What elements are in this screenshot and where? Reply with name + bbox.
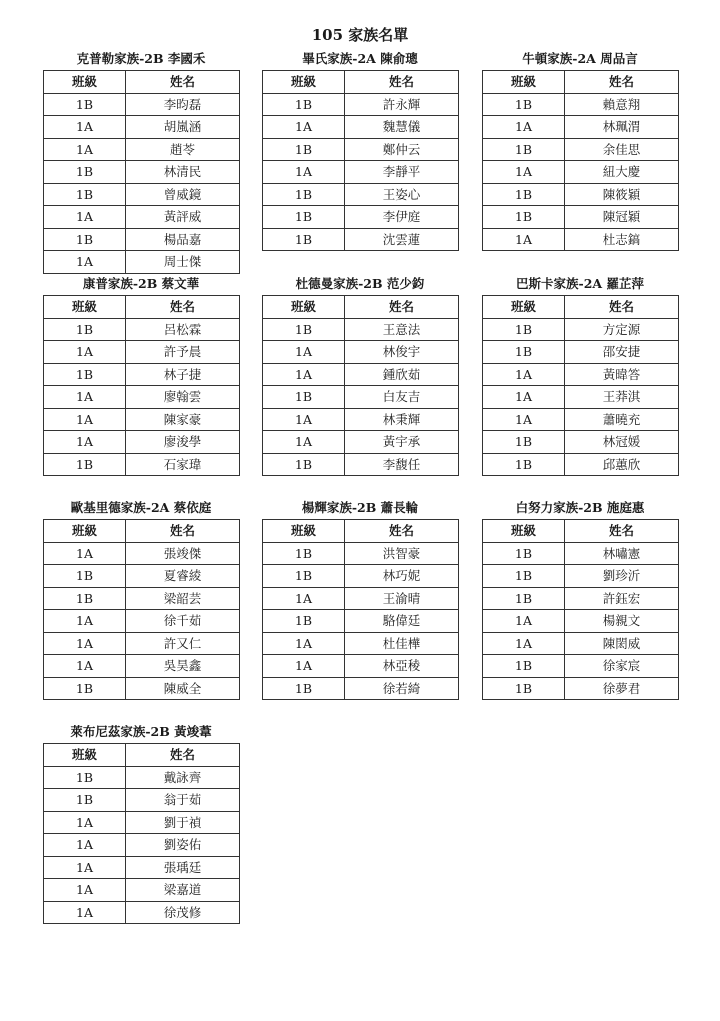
name-column-header: 姓名: [345, 296, 459, 319]
table-row: [263, 341, 459, 364]
name-cell: 劉姿佑: [126, 834, 240, 857]
class-cell: 1B: [483, 565, 565, 588]
name-cell: 林俊宇: [345, 341, 459, 364]
class-cell: 1A: [483, 363, 565, 386]
class-cell: 1A: [44, 431, 126, 454]
name-cell: 李昀磊: [126, 93, 240, 116]
table-row: [44, 811, 240, 834]
name-cell: 陳筱穎: [565, 183, 679, 206]
class-cell: 1B: [44, 318, 126, 341]
family-title: 杜德曼家族-2B 范少鈞: [295, 276, 425, 291]
table-row: [483, 206, 679, 229]
table-row: [44, 677, 240, 700]
name-cell: 李靜平: [345, 161, 459, 184]
table-row: [44, 363, 240, 386]
class-cell: 1A: [483, 386, 565, 409]
roster-table: [262, 519, 459, 700]
name-cell: 戴詠齊: [126, 766, 240, 789]
table-row: [263, 655, 459, 678]
family-title: 萊布尼茲家族-2B 黃竣葦: [70, 724, 212, 739]
name-cell: 張瑀廷: [126, 856, 240, 879]
class-cell: 1B: [44, 677, 126, 700]
name-cell: 王意法: [345, 318, 459, 341]
class-cell: 1B: [44, 565, 126, 588]
table-row: [263, 386, 459, 409]
name-cell: 黃評威: [126, 206, 240, 229]
roster-table: [482, 519, 679, 700]
roster-table: [43, 70, 240, 274]
name-cell: 許永輝: [345, 93, 459, 116]
class-cell: 1A: [44, 138, 126, 161]
name-cell: 陳冠穎: [565, 206, 679, 229]
class-cell: 1A: [44, 341, 126, 364]
table-row: [483, 138, 679, 161]
class-cell: 1B: [44, 183, 126, 206]
table-row: [263, 228, 459, 251]
table-row: [263, 138, 459, 161]
class-cell: 1B: [44, 453, 126, 476]
table-row: [263, 587, 459, 610]
name-cell: 趙苓: [126, 138, 240, 161]
class-cell: 1A: [263, 363, 345, 386]
class-column-header: 班級: [483, 520, 565, 543]
class-cell: 1A: [263, 408, 345, 431]
class-cell: 1A: [263, 116, 345, 139]
class-cell: 1A: [263, 431, 345, 454]
class-cell: 1B: [263, 386, 345, 409]
roster-table: [482, 295, 679, 476]
table-row: [44, 901, 240, 924]
name-cell: 梁韶芸: [126, 587, 240, 610]
table-row: [483, 161, 679, 184]
class-column-header: 班級: [44, 744, 126, 767]
header-row: [263, 520, 459, 543]
class-cell: 1A: [44, 251, 126, 274]
header-row: [483, 520, 679, 543]
family-table-8: [482, 497, 678, 700]
class-cell: 1A: [44, 655, 126, 678]
family-table-0: [43, 48, 239, 274]
name-cell: 王渝晴: [345, 587, 459, 610]
class-cell: 1A: [44, 116, 126, 139]
name-cell: 林珮渭: [565, 116, 679, 139]
table-row: [44, 93, 240, 116]
table-row: [483, 341, 679, 364]
table-row: [263, 183, 459, 206]
table-row: [44, 789, 240, 812]
table-row: [44, 632, 240, 655]
header-row: [483, 71, 679, 94]
class-cell: 1A: [263, 161, 345, 184]
name-cell: 林亞稜: [345, 655, 459, 678]
roster-table: [262, 295, 459, 476]
name-cell: 徐若綺: [345, 677, 459, 700]
table-row: [483, 632, 679, 655]
name-cell: 楊品嘉: [126, 228, 240, 251]
header-row: [263, 71, 459, 94]
name-cell: 魏慧儀: [345, 116, 459, 139]
table-row: [44, 856, 240, 879]
class-cell: 1B: [263, 542, 345, 565]
name-cell: 徐茂修: [126, 901, 240, 924]
name-column-header: 姓名: [126, 520, 240, 543]
name-column-header: 姓名: [126, 744, 240, 767]
class-cell: 1B: [263, 453, 345, 476]
class-cell: 1A: [44, 901, 126, 924]
class-cell: 1B: [483, 542, 565, 565]
name-cell: 邱蕙欣: [565, 453, 679, 476]
name-cell: 呂松霖: [126, 318, 240, 341]
class-cell: 1B: [483, 587, 565, 610]
class-cell: 1A: [44, 632, 126, 655]
name-cell: 廖翰雲: [126, 386, 240, 409]
class-cell: 1A: [263, 587, 345, 610]
table-row: [483, 565, 679, 588]
class-cell: 1B: [483, 318, 565, 341]
table-row: [44, 587, 240, 610]
family-title: 白努力家族-2B 施庭惠: [515, 500, 645, 515]
class-cell: 1A: [263, 341, 345, 364]
class-cell: 1A: [44, 386, 126, 409]
table-row: [44, 879, 240, 902]
roster-table: [43, 743, 240, 924]
table-row: [483, 228, 679, 251]
name-cell: 林清民: [126, 161, 240, 184]
class-column-header: 班級: [44, 296, 126, 319]
header-row: [44, 520, 240, 543]
family-table-1: [262, 48, 458, 251]
class-column-header: 班級: [44, 520, 126, 543]
name-column-header: 姓名: [565, 520, 679, 543]
class-cell: 1A: [483, 408, 565, 431]
name-cell: 杜佳樺: [345, 632, 459, 655]
name-cell: 黃宇承: [345, 431, 459, 454]
header-row: [483, 296, 679, 319]
table-row: [263, 431, 459, 454]
class-cell: 1B: [483, 677, 565, 700]
family-title: 牛頓家族-2A 周品言: [522, 51, 638, 66]
name-cell: 吳昊鑫: [126, 655, 240, 678]
class-column-header: 班級: [483, 296, 565, 319]
class-cell: 1A: [44, 834, 126, 857]
family-table-4: [262, 273, 458, 476]
table-row: [263, 318, 459, 341]
table-row: [44, 228, 240, 251]
roster-table: [262, 70, 459, 251]
table-row: [44, 834, 240, 857]
table-row: [483, 453, 679, 476]
header-row: [44, 71, 240, 94]
family-table-2: [482, 48, 678, 251]
class-cell: 1A: [44, 542, 126, 565]
family-table-9: [43, 721, 239, 924]
name-cell: 余佳思: [565, 138, 679, 161]
table-row: [44, 453, 240, 476]
table-row: [44, 341, 240, 364]
roster-table: [482, 70, 679, 251]
family-title: 克普勒家族-2B 李國禾: [76, 51, 206, 66]
header-row: [44, 296, 240, 319]
class-cell: 1A: [483, 632, 565, 655]
table-row: [483, 93, 679, 116]
name-column-header: 姓名: [126, 296, 240, 319]
name-cell: 沈雲蓮: [345, 228, 459, 251]
class-cell: 1B: [483, 183, 565, 206]
class-cell: 1B: [483, 453, 565, 476]
name-cell: 廖浚學: [126, 431, 240, 454]
roster-table: [43, 295, 240, 476]
class-cell: 1B: [483, 431, 565, 454]
name-cell: 曾威鏡: [126, 183, 240, 206]
name-cell: 張竣傑: [126, 542, 240, 565]
class-cell: 1B: [44, 789, 126, 812]
class-cell: 1B: [44, 766, 126, 789]
class-column-header: 班級: [263, 520, 345, 543]
name-cell: 梁嘉道: [126, 879, 240, 902]
class-cell: 1B: [44, 228, 126, 251]
class-cell: 1A: [44, 408, 126, 431]
class-cell: 1B: [263, 677, 345, 700]
name-cell: 蕭曉充: [565, 408, 679, 431]
table-row: [44, 251, 240, 274]
name-cell: 徐千茹: [126, 610, 240, 633]
table-row: [483, 408, 679, 431]
table-row: [44, 565, 240, 588]
table-row: [44, 408, 240, 431]
name-cell: 劉珍沂: [565, 565, 679, 588]
table-row: [483, 363, 679, 386]
table-row: [483, 386, 679, 409]
class-cell: 1B: [44, 587, 126, 610]
name-cell: 夏睿綾: [126, 565, 240, 588]
name-cell: 林冠媛: [565, 431, 679, 454]
table-row: [483, 542, 679, 565]
table-row: [263, 116, 459, 139]
page-title: 105 家族名單: [311, 26, 409, 44]
class-cell: 1B: [263, 228, 345, 251]
name-cell: 陳閎威: [565, 632, 679, 655]
name-cell: 徐夢君: [565, 677, 679, 700]
class-cell: 1A: [44, 856, 126, 879]
name-cell: 林子捷: [126, 363, 240, 386]
class-cell: 1B: [44, 161, 126, 184]
table-row: [44, 766, 240, 789]
class-cell: 1A: [44, 811, 126, 834]
class-cell: 1A: [483, 610, 565, 633]
family-table-5: [482, 273, 678, 476]
class-column-header: 班級: [44, 71, 126, 94]
name-column-header: 姓名: [345, 520, 459, 543]
table-row: [483, 116, 679, 139]
table-row: [263, 542, 459, 565]
class-cell: 1A: [44, 610, 126, 633]
table-row: [44, 116, 240, 139]
table-row: [44, 206, 240, 229]
table-row: [44, 183, 240, 206]
class-cell: 1B: [263, 138, 345, 161]
family-title: 畢氏家族-2A 陳俞璁: [302, 51, 418, 66]
name-cell: 徐家宸: [565, 655, 679, 678]
table-row: [483, 677, 679, 700]
name-cell: 石家瑋: [126, 453, 240, 476]
table-row: [263, 610, 459, 633]
class-cell: 1A: [263, 655, 345, 678]
name-cell: 楊親文: [565, 610, 679, 633]
name-cell: 劉于禎: [126, 811, 240, 834]
table-row: [263, 206, 459, 229]
name-cell: 邵安捷: [565, 341, 679, 364]
name-column-header: 姓名: [565, 71, 679, 94]
name-cell: 李伊庭: [345, 206, 459, 229]
table-row: [44, 431, 240, 454]
name-cell: 白友吉: [345, 386, 459, 409]
table-row: [263, 363, 459, 386]
table-row: [483, 183, 679, 206]
roster-table: [43, 519, 240, 700]
header-row: [263, 296, 459, 319]
table-row: [44, 386, 240, 409]
name-cell: 陳家豪: [126, 408, 240, 431]
name-cell: 林巧妮: [345, 565, 459, 588]
name-cell: 黃暐答: [565, 363, 679, 386]
name-cell: 鍾欣茹: [345, 363, 459, 386]
name-column-header: 姓名: [126, 71, 240, 94]
name-cell: 賴意翔: [565, 93, 679, 116]
name-cell: 林秉輝: [345, 408, 459, 431]
class-cell: 1A: [483, 161, 565, 184]
class-cell: 1A: [483, 228, 565, 251]
name-cell: 林嘯憲: [565, 542, 679, 565]
class-cell: 1B: [263, 93, 345, 116]
class-cell: 1B: [44, 363, 126, 386]
class-cell: 1B: [483, 138, 565, 161]
table-row: [263, 161, 459, 184]
name-cell: 杜志鎬: [565, 228, 679, 251]
class-cell: 1B: [263, 318, 345, 341]
name-cell: 紐大慶: [565, 161, 679, 184]
class-cell: 1A: [44, 206, 126, 229]
name-cell: 王莽淇: [565, 386, 679, 409]
name-cell: 駱偉廷: [345, 610, 459, 633]
class-cell: 1B: [263, 610, 345, 633]
table-row: [263, 632, 459, 655]
table-row: [263, 408, 459, 431]
table-row: [483, 655, 679, 678]
table-row: [44, 655, 240, 678]
family-title: 康普家族-2B 蔡文華: [82, 276, 200, 291]
table-row: [44, 161, 240, 184]
class-cell: 1B: [263, 183, 345, 206]
table-row: [483, 431, 679, 454]
class-cell: 1B: [44, 93, 126, 116]
name-cell: 洪智豪: [345, 542, 459, 565]
family-title: 歐基里德家族-2A 蔡依庭: [70, 500, 212, 515]
table-row: [44, 610, 240, 633]
class-cell: 1B: [483, 206, 565, 229]
class-cell: 1B: [483, 655, 565, 678]
name-cell: 王姿心: [345, 183, 459, 206]
class-cell: 1B: [483, 93, 565, 116]
table-row: [483, 587, 679, 610]
table-row: [263, 677, 459, 700]
name-cell: 鄭仲云: [345, 138, 459, 161]
header-row: [44, 744, 240, 767]
class-column-header: 班級: [483, 71, 565, 94]
class-cell: 1B: [483, 341, 565, 364]
family-table-3: [43, 273, 239, 476]
name-cell: 胡嵐涵: [126, 116, 240, 139]
table-row: [44, 542, 240, 565]
name-cell: 陳威全: [126, 677, 240, 700]
table-row: [483, 610, 679, 633]
class-cell: 1A: [44, 879, 126, 902]
class-column-header: 班級: [263, 71, 345, 94]
class-column-header: 班級: [263, 296, 345, 319]
name-column-header: 姓名: [345, 71, 459, 94]
name-column-header: 姓名: [565, 296, 679, 319]
table-row: [44, 138, 240, 161]
name-cell: 周士傑: [126, 251, 240, 274]
name-cell: 李馥任: [345, 453, 459, 476]
family-table-6: [43, 497, 239, 700]
family-title: 巴斯卡家族-2A 羅芷萍: [516, 276, 644, 291]
class-cell: 1B: [263, 565, 345, 588]
table-row: [263, 453, 459, 476]
class-cell: 1A: [263, 632, 345, 655]
name-cell: 許又仁: [126, 632, 240, 655]
name-cell: 許予晨: [126, 341, 240, 364]
table-row: [44, 318, 240, 341]
family-table-7: [262, 497, 458, 700]
class-cell: 1A: [483, 116, 565, 139]
name-cell: 翁于茹: [126, 789, 240, 812]
table-row: [263, 565, 459, 588]
family-title: 楊輝家族-2B 蕭長輪: [301, 500, 419, 515]
name-cell: 方定源: [565, 318, 679, 341]
class-cell: 1B: [263, 206, 345, 229]
name-cell: 許鈺宏: [565, 587, 679, 610]
table-row: [483, 318, 679, 341]
table-row: [263, 93, 459, 116]
